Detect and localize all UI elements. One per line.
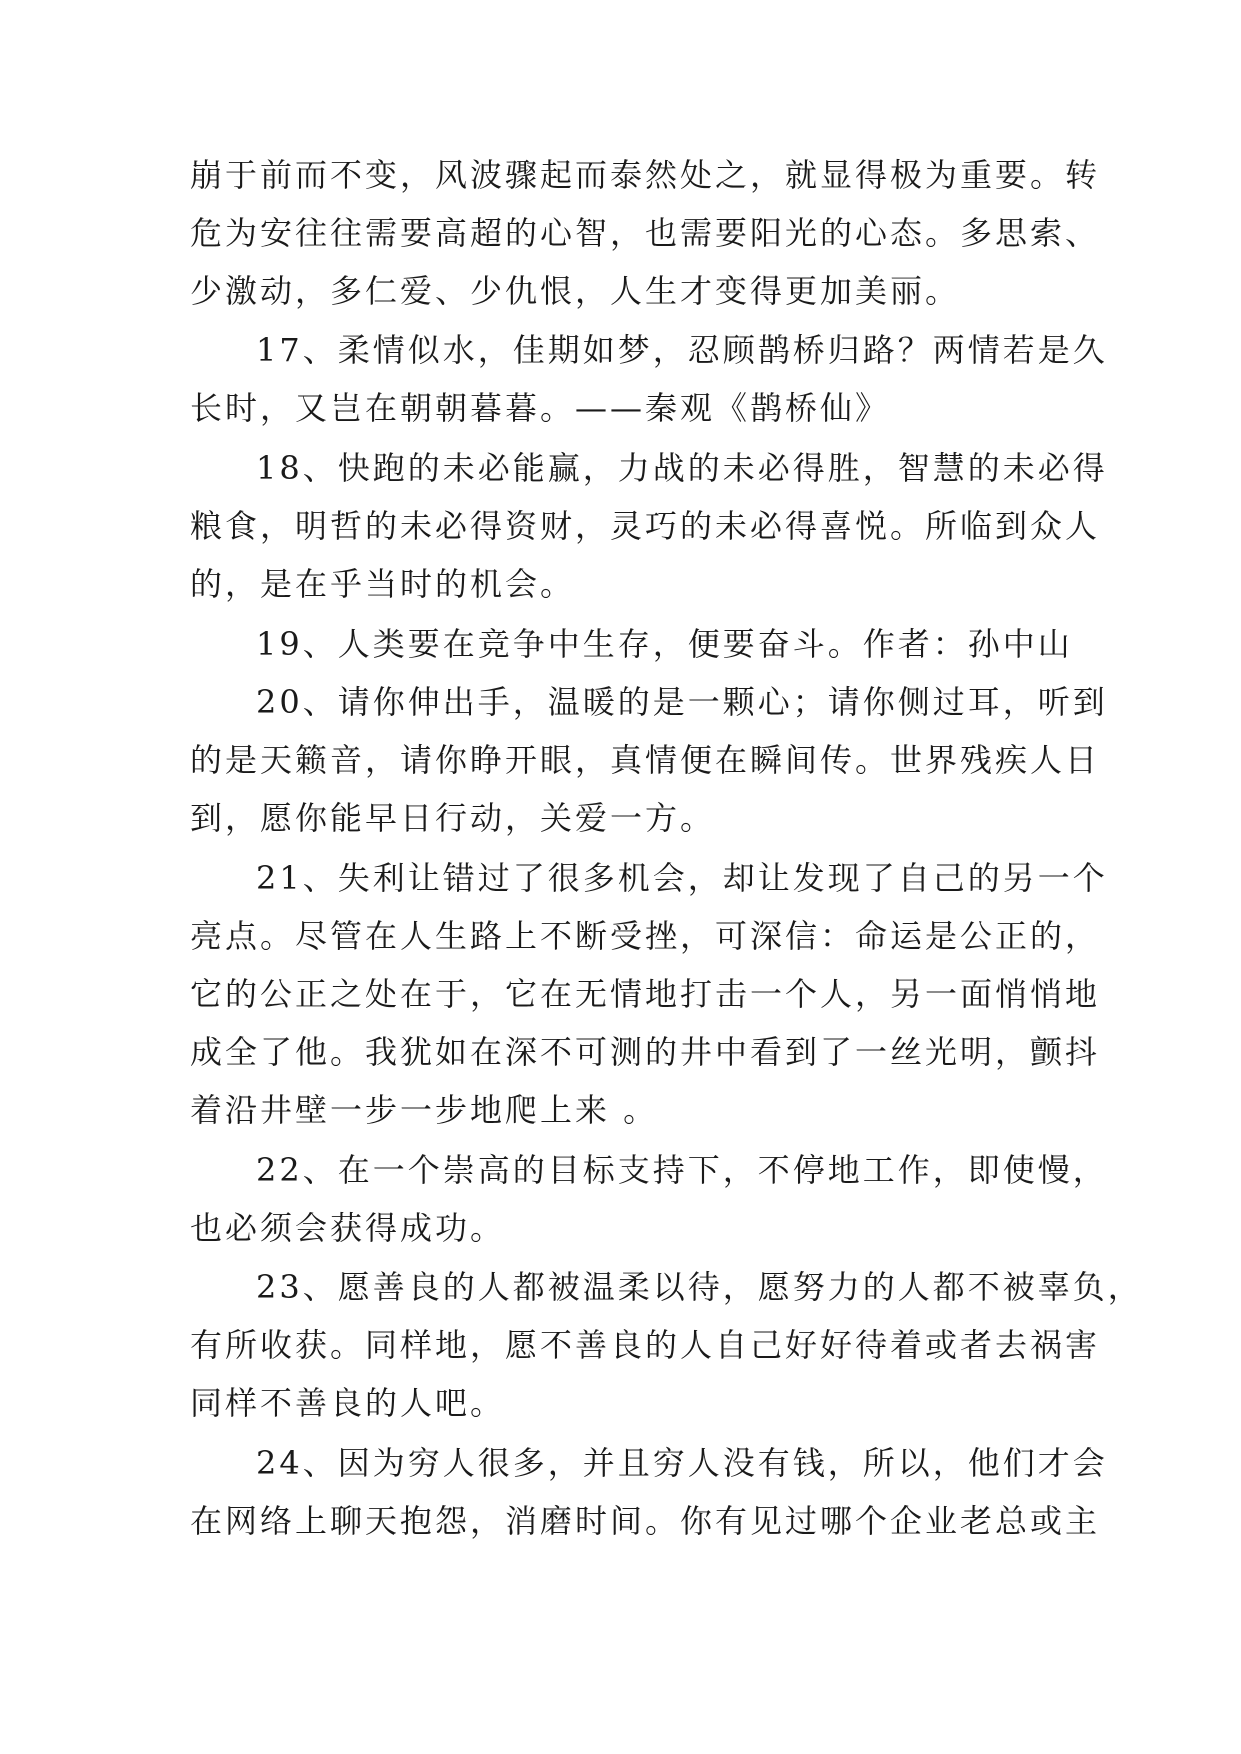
- text-line: 危为安往往需要高超的心智，也需要阳光的心态。多思索、: [190, 214, 1101, 252]
- text-line: 同样不善良的人吧。: [190, 1384, 506, 1422]
- text-line: 23、愿善良的人都被温柔以待，愿努力的人都不被辜负，: [256, 1268, 1143, 1306]
- text-line: 少激动，多仁爱、少仇恨，人生才变得更加美丽。: [190, 272, 961, 310]
- text-line: 长时，又岂在朝朝暮暮。——秦观《鹊桥仙》: [190, 389, 891, 427]
- text-line: 也必须会获得成功。: [190, 1209, 506, 1247]
- text-line: 18、快跑的未必能赢，力战的未必得胜，智慧的未必得: [256, 449, 1108, 487]
- text-line: 有所收获。同样地，愿不善良的人自己好好待着或者去祸害: [190, 1326, 1101, 1364]
- text-line: 成全了他。我犹如在深不可测的井中看到了一丝光明，颤抖: [190, 1033, 1101, 1071]
- text-line: 在网络上聊天抱怨，消磨时间。你有见过哪个企业老总或主: [190, 1502, 1101, 1540]
- text-line: 亮点。尽管在人生路上不断受挫，可深信：命运是公正的，: [190, 917, 1101, 955]
- text-line: 粮食，明哲的未必得资财，灵巧的未必得喜悦。所临到众人: [190, 507, 1101, 545]
- text-line: 24、因为穷人很多，并且穷人没有钱，所以，他们才会: [256, 1444, 1108, 1482]
- text-line: 它的公正之处在于，它在无情地打击一个人，另一面悄悄地: [190, 975, 1101, 1013]
- text-line: 崩于前而不变，风波骤起而泰然处之，就显得极为重要。转: [190, 156, 1101, 194]
- text-line: 的是天籁音，请你睁开眼，真情便在瞬间传。世界残疾人日: [190, 741, 1101, 779]
- text-line: 22、在一个崇高的目标支持下，不停地工作，即使慢，: [256, 1151, 1108, 1189]
- text-line: 的，是在乎当时的机会。: [190, 565, 576, 603]
- text-line: 到，愿你能早日行动，关爱一方。: [190, 799, 716, 837]
- text-line: 19、人类要在竞争中生存，便要奋斗。作者：孙中山: [256, 625, 1073, 663]
- text-line: 21、失利让错过了很多机会，却让发现了自己的另一个: [256, 859, 1108, 897]
- text-line: 20、请你伸出手，温暖的是一颗心；请你侧过耳，听到: [256, 683, 1108, 721]
- text-line: 17、柔情似水，佳期如梦，忍顾鹊桥归路？两情若是久: [256, 331, 1108, 369]
- text-line: 着沿井壁一步一步地爬上来 。: [190, 1091, 659, 1129]
